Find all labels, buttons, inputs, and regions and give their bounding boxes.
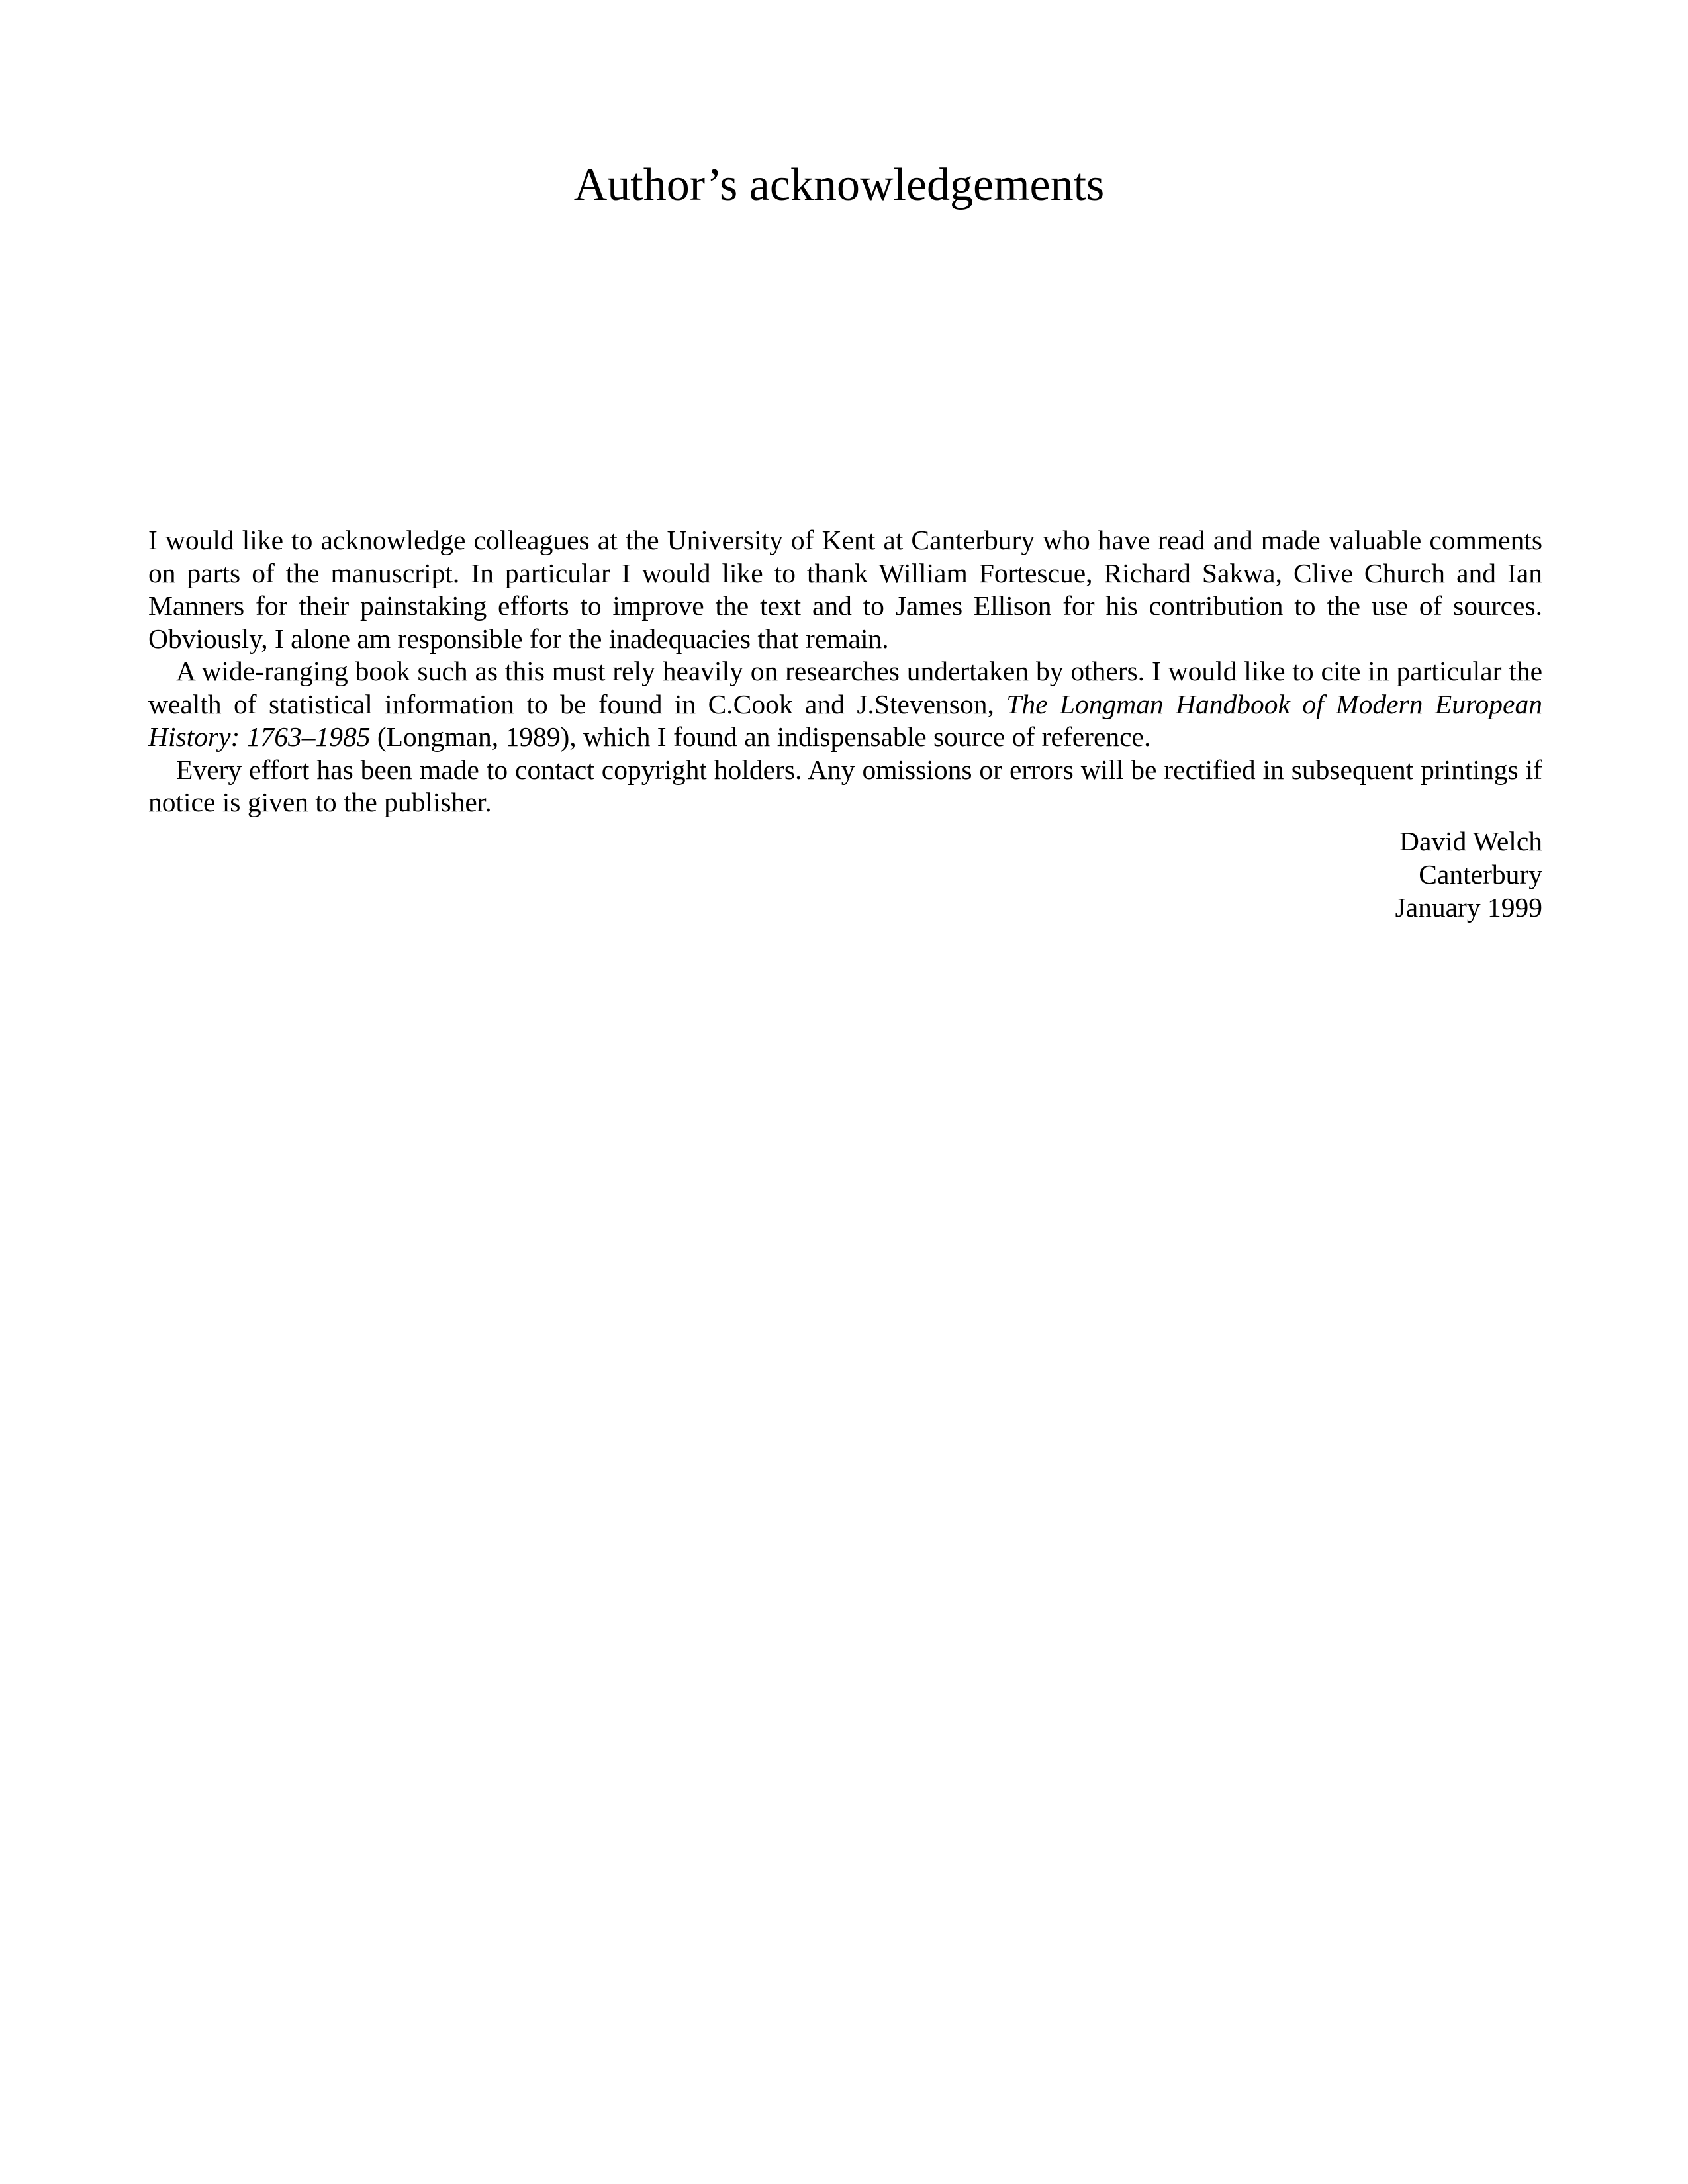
signature-date: January 1999: [1395, 892, 1542, 923]
paragraph-sources-text-after: (Longman, 1989), which I found an indispensable source of reference.: [370, 721, 1151, 752]
paragraph-sources: [148, 655, 1542, 754]
cited-book-title: The Longman Handbook of Modern European History: 1763–1985: [148, 688, 1542, 752]
paragraph-sources-text-before: A wide-ranging book such as this must rely heavily on researches undertaken by others. I would like to cite in particular the wealth of statistical information to be found in C.Cook and J.Stevenson,: [148, 656, 1542, 719]
acknowledgements-body: [148, 524, 1542, 819]
page-title: Author’s acknowledgements: [573, 159, 1105, 210]
signature-place: Canterbury: [1419, 859, 1542, 889]
author-name: David Welch: [1399, 826, 1542, 856]
signature-block: [1125, 825, 1542, 924]
paragraph-colleagues: I would like to acknowledge colleagues at the University of Kent at Canterbury who have read and made valuable comments on parts of the manuscript. In particular I would like to thank William Fortescue, Richard Sakwa, Clive Church and Ian Manners for their painstaking efforts to improve the text and to James Ellison for his contribution to the use of sources. Obviously, I alone am responsible for the inadequacies that remain.: [148, 525, 1542, 654]
paragraph-copyright: Every effort has been made to contact copyright holders. Any omissions or errors will be rectified in subsequent printings if notice is given to the publisher.: [148, 754, 1542, 817]
